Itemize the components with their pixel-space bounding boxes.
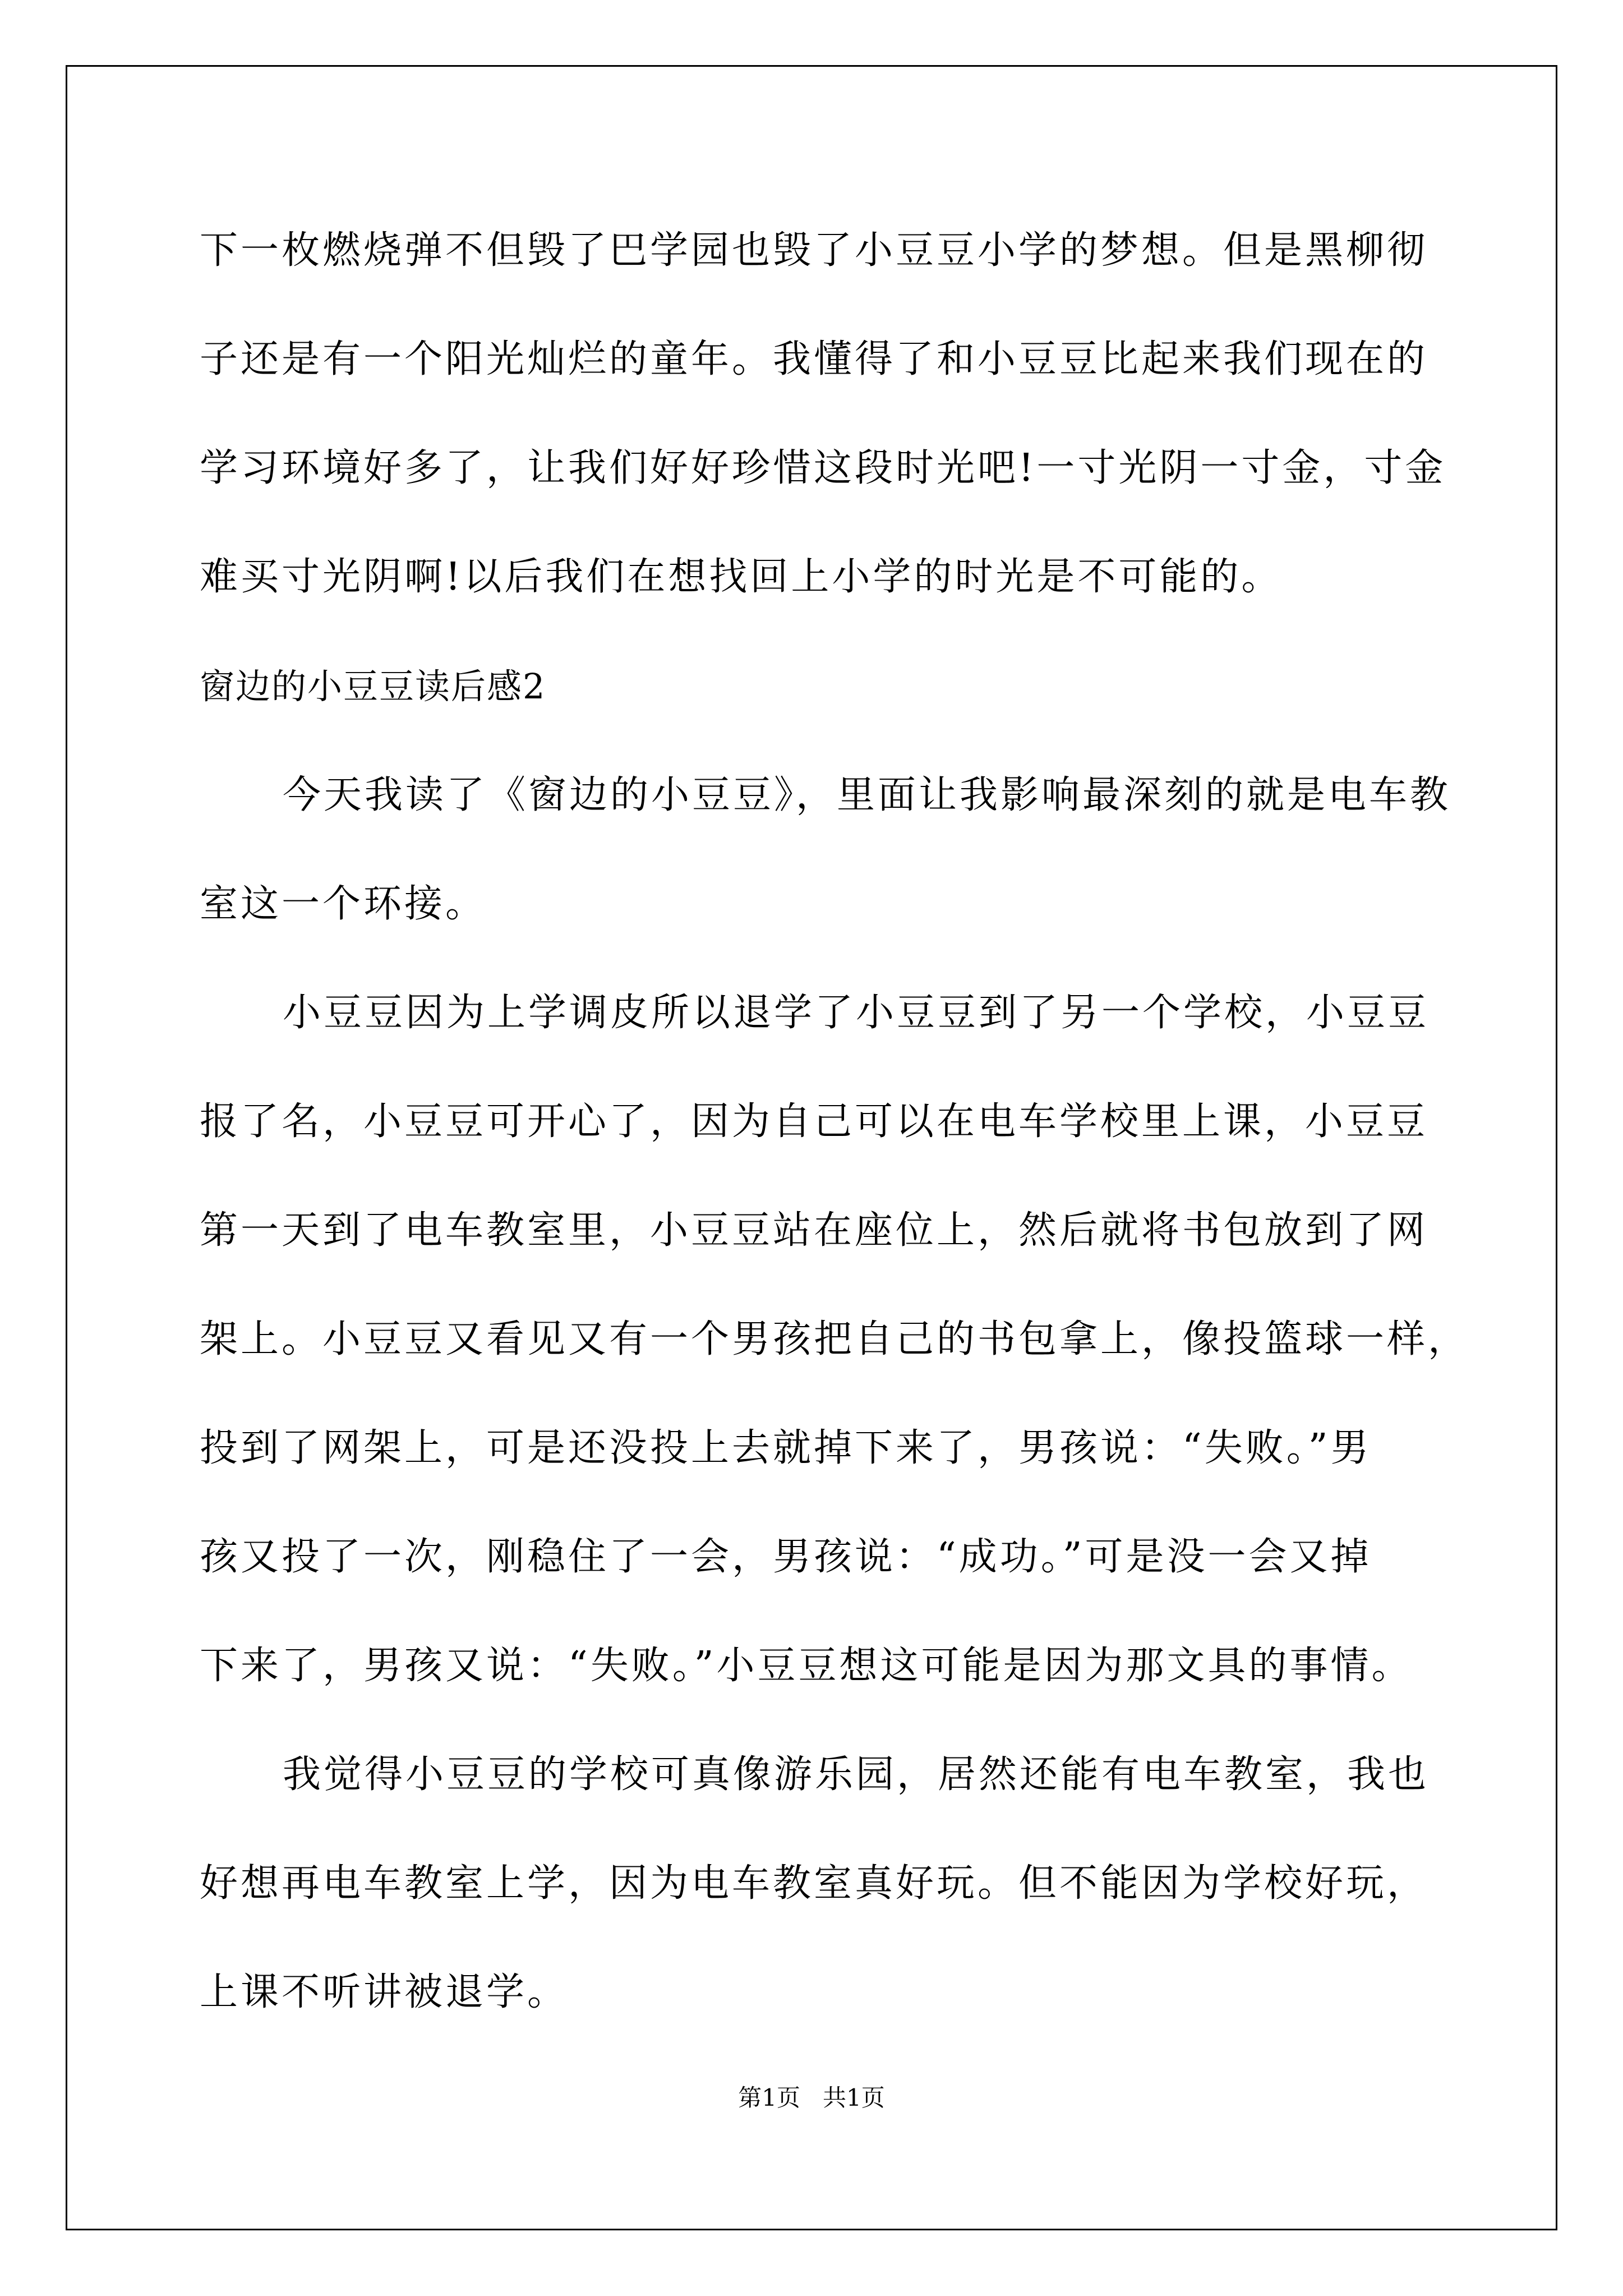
text-line: 难买寸光阴啊!以后我们在想找回上小学的时光是不可能的。 bbox=[200, 555, 1283, 599]
section-heading: 窗边的小豆豆读后感2 bbox=[200, 666, 546, 707]
text-line: 第一天到了电车教室里，小豆豆站在座位上，然后就将书包放到了网 bbox=[200, 1208, 1428, 1253]
text-line: 好想再电车教室上学，因为电车教室真好玩。但不能因为学校好玩， bbox=[200, 1861, 1428, 1906]
text-line: 孩又投了一次，刚稳住了一会，男孩说：“成功。”可是没一会又掉 bbox=[200, 1535, 1372, 1579]
text-line: 架上。小豆豆又看见又有一个男孩把自己的书包拿上，像投篮球一样， bbox=[200, 1317, 1469, 1361]
text-line: 上课不听讲被退学。 bbox=[200, 1970, 569, 2014]
text-line: 我觉得小豆豆的学校可真像游乐园，居然还能有电车教室，我也 bbox=[283, 1752, 1430, 1797]
text-line: 投到了网架上，可是还没投上去就掉下来了，男孩说：“失败。”男 bbox=[200, 1426, 1372, 1470]
text-line: 下一枚燃烧弹不但毁了巴学园也毁了小豆豆小学的梦想。但是黑柳彻 bbox=[200, 228, 1428, 273]
text-line: 报了名，小豆豆可开心了，因为自己可以在电车学校里上课，小豆豆 bbox=[200, 1099, 1428, 1144]
text-line: 子还是有一个阳光灿烂的童年。我懂得了和小豆豆比起来我们现在的 bbox=[200, 337, 1428, 381]
text-line: 学习环境好多了，让我们好好珍惜这段时光吧!一寸光阴一寸金，寸金 bbox=[200, 446, 1446, 490]
text-line: 今天我读了《窗边的小豆豆》，里面让我影响最深刻的就是电车教 bbox=[283, 773, 1451, 817]
text-line: 小豆豆因为上学调皮所以退学了小豆豆到了另一个学校，小豆豆 bbox=[283, 991, 1430, 1035]
text-line: 下来了，男孩又说：“失败。”小豆豆想这可能是因为那文具的事情。 bbox=[200, 1644, 1413, 1688]
page-footer: 第1页 共1页 bbox=[738, 2084, 885, 2111]
text-line: 室这一个环接。 bbox=[200, 882, 487, 926]
